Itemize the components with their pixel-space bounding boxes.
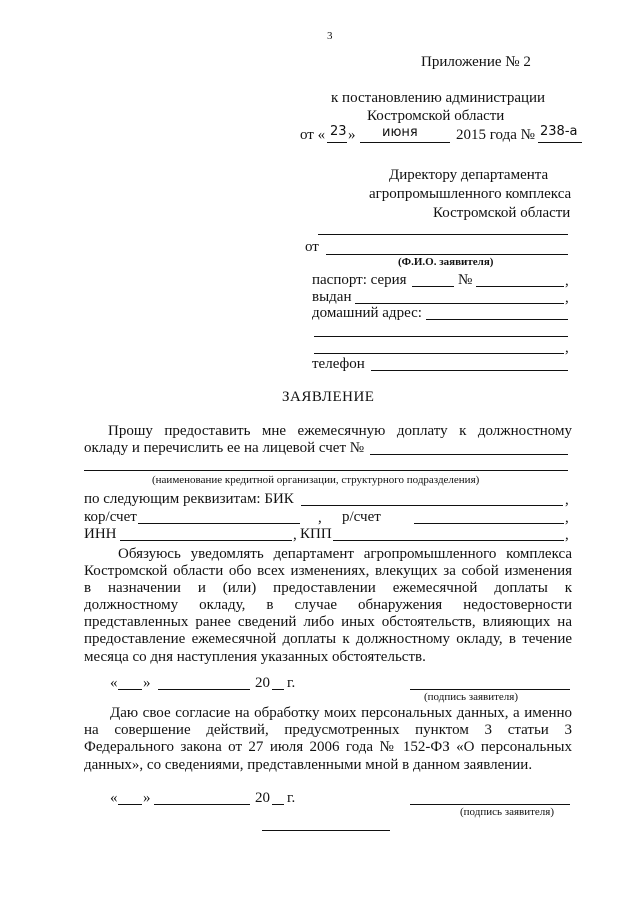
sig1-day-field[interactable] — [118, 689, 142, 690]
appendix-line1: к постановлению администрации — [331, 90, 546, 106]
kpp-label: КПП — [300, 526, 332, 542]
date-prefix: от « — [300, 127, 326, 143]
resolution-number: 238-а — [540, 124, 578, 139]
sig2-hint: (подпись заявителя) — [460, 806, 555, 818]
inn-label: ИНН — [84, 526, 117, 542]
address-field-2[interactable] — [314, 336, 568, 337]
sig2-year-field[interactable] — [272, 804, 284, 805]
addressee-line1: Директору департамента — [389, 167, 549, 183]
inn-field[interactable] — [120, 540, 292, 541]
korr-label: кор/счет — [84, 509, 137, 525]
passport-label: паспорт: серия — [312, 272, 407, 288]
sig1-year-field[interactable] — [272, 689, 284, 690]
phone-label: телефон — [312, 356, 365, 372]
date-year-text: 2015 года № — [456, 127, 535, 143]
addressee-line2: агропромышленного комплекса — [369, 186, 572, 202]
address-field-1[interactable] — [426, 319, 568, 320]
passport-number-field[interactable] — [476, 286, 564, 287]
request-line1: Прошу предоставить мне ежемесячную доплату к должностному — [108, 423, 572, 439]
date-day: 23 — [330, 124, 347, 139]
kpp-field[interactable] — [333, 540, 564, 541]
fio-field[interactable] — [326, 254, 568, 255]
address-field-3[interactable] — [314, 353, 564, 354]
address-label: домашний адрес: — [312, 305, 422, 321]
sig2-month-field[interactable] — [154, 804, 250, 805]
request-line2: окладу и перечислить ее на лицевой счет № — [84, 440, 365, 456]
korr-field[interactable] — [138, 523, 300, 524]
issued-label: выдан — [312, 289, 352, 305]
bank-name-field[interactable] — [84, 470, 568, 471]
document-title: ЗАЯВЛЕНИЕ — [282, 389, 375, 405]
footer-separator — [262, 830, 390, 831]
date-mid: » — [348, 127, 356, 143]
sig1-month-field[interactable] — [158, 689, 250, 690]
rs-label: р/счет — [342, 509, 381, 525]
appendix-title: Приложение № 2 — [421, 54, 531, 70]
appendix-line2: Костромской области — [367, 108, 505, 124]
from-label: от — [305, 239, 319, 255]
phone-field[interactable] — [371, 370, 568, 371]
passport-number-label: № — [458, 272, 473, 288]
sig2-signature-field[interactable] — [410, 804, 570, 805]
sig1-hint: (подпись заявителя) — [424, 691, 519, 703]
rs-field[interactable] — [414, 523, 564, 524]
account-number-field[interactable] — [370, 454, 568, 455]
sig2-day-field[interactable] — [118, 804, 142, 805]
details-label: по следующим реквизитам: БИК — [84, 491, 294, 507]
sig1-signature-field[interactable] — [410, 689, 570, 690]
bik-field[interactable] — [301, 505, 563, 506]
blank-line[interactable] — [318, 234, 568, 235]
date-month: июня — [382, 125, 418, 140]
addressee-line3: Костромской области — [433, 205, 571, 221]
fio-hint: (Ф.И.О. заявителя) — [398, 256, 494, 268]
bank-hint: (наименование кредитной организации, структурного подразделения) — [152, 474, 480, 486]
passport-series-field[interactable] — [412, 286, 454, 287]
page-number: 3 — [327, 30, 333, 42]
